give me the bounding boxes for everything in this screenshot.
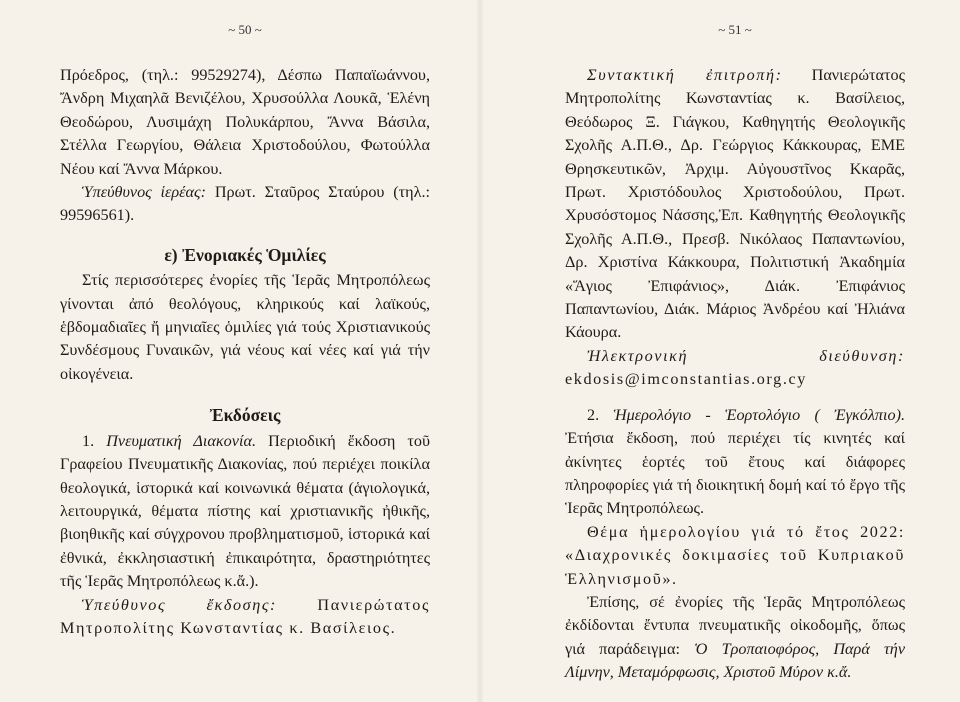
email-paragraph <box>565 345 905 392</box>
members-paragraph: Πρόεδρος, (τηλ.: 99529274), Δέσπω Παπαϊωάννου, Ἄνδρη Μιχαηλᾶ Βενιζέλου, Χρυσούλλα Λουκᾶ, Ἑλένη Θεοδώρου, Λυσιμάχη Πολυκάρπου, Ἄννα Βάσιλα, Στέλλα Γεωργίου, Θάλεια Χριστοδούλου, Φωτούλλα Νέου καί Ἄννα Μάρκου. <box>60 66 430 178</box>
publication-item-2 <box>565 404 905 521</box>
also-text: Ἐπίσης, σέ ἐνορίες τῆς Ἱερᾶς Μητροπόλεως ἐκδίδονται ἔντυπα πνευματικῆς οἰκοδομῆς, ὅπως γιά παράδειγμα: <box>565 592 905 658</box>
committee-paragraph <box>565 64 905 345</box>
paragraph-gap <box>565 392 905 404</box>
priest-label: Ὑπεύθυνος ἱερέας: <box>82 183 207 202</box>
editor-text: Πανιερώτατος Μητροπολίτης Κωνσταντίας κ. Βασίλειος. <box>60 595 430 637</box>
priest-paragraph <box>60 181 430 228</box>
homilies-paragraph: Στίς περισσότερες ἐνορίες τῆς Ἱερᾶς Μητροπόλεως γίνονται ἀπό θεολόγους, κληρικούς καί λαϊκούς, ἑβδομαδιαῖες ἤ μηνιαῖες ὁμιλίες γιά τούς Χριστιανικούς Συνδέσμους Γυναικῶν, γιά νέους καί νέες καί γιά τήν οἰκογένεια. <box>60 271 430 383</box>
item1-title: Πνευματική Διακονία. <box>106 431 257 450</box>
item2-title: Ἡμερολόγιο - Ἑορτολόγιο ( Ἐγκόλπιο). <box>613 405 906 424</box>
editor-label: Ὑπεύθυνος ἔκδοσης: <box>82 595 278 614</box>
theme-paragraph: Θέμα ἡμερολογίου γιά τό ἔτος 2022: «Διαχρονικές δοκιμασίες τοῦ Κυπριακοῦ Ἑλληνισμοῦ». <box>565 522 905 588</box>
heading-publications: Ἐκδόσεις <box>209 405 281 426</box>
item2-text: Ἐτήσια ἔκδοση, πού περιέχει τίς κινητές καί ἀκίνητες ἑορτές τοῦ ἔτους καί διάφορες πληροφορίες γιά τή διοικητική δομή καί τό ἔργο τῆς Ἱερᾶς Μητροπόλεως. <box>565 429 905 518</box>
also-examples: Ὁ Τροπαιοφόρος, Παρά τήν Λίμνην, Μεταμόρφωσις, Χριστοῦ Μύρον κ.ἄ. <box>565 639 906 682</box>
committee-label: Συντακτική ἐπιτροπή: <box>587 66 783 84</box>
left-page <box>60 0 430 702</box>
right-page-text <box>565 64 905 685</box>
email-text: ekdosis@imconstantias.org.cy <box>565 370 807 389</box>
page-number-right: ~ 51 ~ <box>718 22 752 37</box>
page-number-left: ~ 50 ~ <box>228 22 262 37</box>
left-page-text <box>60 64 430 640</box>
right-page <box>565 0 905 702</box>
heading-homilies: ε) Ἐνοριακές Ὁμιλίες <box>164 244 326 265</box>
email-label: Ἠλεκτρονική διεύθυνση: <box>587 346 905 365</box>
book-gutter <box>476 0 484 702</box>
item1-text: Περιοδική ἔκδοση τοῦ Γραφείου Πνευματικῆς Διακονίας, πού περιέχει ποικίλα θεολογικά, ἱστορικά καί κοινωνικά θέματα (ἁγιολογικά, λειτουργικά, θέματα πίστης καί χριστιανικῆς ἠθικῆς, βιοηθικῆς καί σύγχρονου προβληματισμοῦ, ἱστορικά καί ἐθνικά, ἐκκλησιαστική ἐπικαιρότητα, δραστηριότητες τῆς Ἱερᾶς Μητροπόλεως κ.ἄ.). <box>60 431 431 591</box>
committee-text: Πανιερώτατος Μητροπολίτης Κωνσταντίας κ. Βασίλειος, Θεόδωρος Ξ. Γιάγκου, Καθηγητής Θεολογικῆς Σχολῆς Α.Π.Θ., Δρ. Γεώργιος Κάκκουρας, ΕΜΕ Θρησκευτικῶν, Ἀρχιμ. Αὐγουστῖνος Κκαρᾶς, Πρωτ. Χριστόδουλος Χριστοδούλου, Πρωτ. Χρυσόστομος Νάσσης,Ἐπ. Καθηγητής Θεολογικῆς Σχολῆς Α.Π.Θ., Πρεσβ. Νικόλαος Παπαντωνίου, Δρ. Χριστίνα Κάκκουρα, Πολιτιστική Ἀκαδημία «Ἅγιος Ἐπιφάνιος», Διάκ. Ἐπιφάνιος Παπαντωνίου, Διάκ. Μάριος Ἀνδρέου καί Ἠλιάνα Κάουρα. <box>565 66 905 342</box>
priest-text: Πρωτ. Σταῦρος Σταύρου (τηλ.: 99596561). <box>60 183 430 225</box>
also-paragraph <box>565 591 905 685</box>
item2-number: 2. <box>587 405 614 424</box>
editor-paragraph <box>60 594 430 641</box>
publication-item-1 <box>60 430 430 594</box>
item1-number: 1. <box>82 431 107 450</box>
